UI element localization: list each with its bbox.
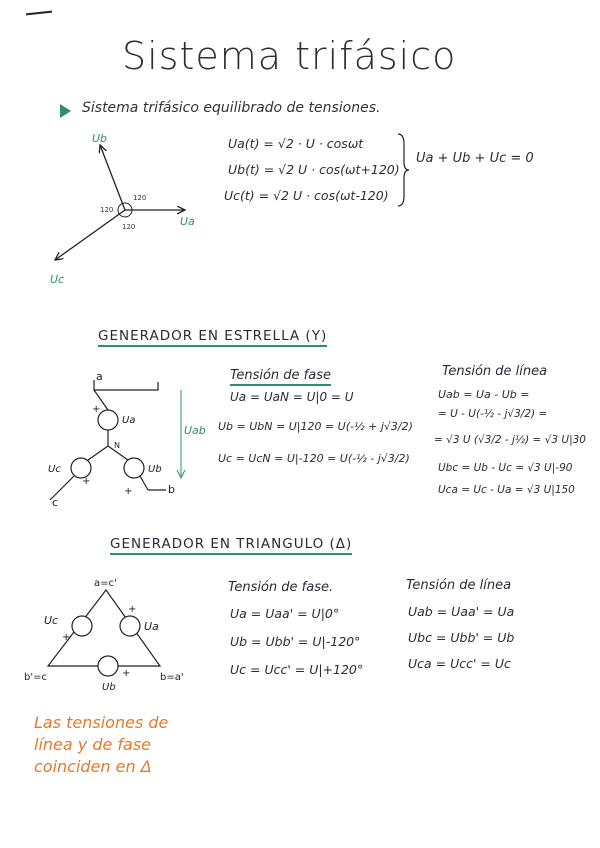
star-line-eq-5: Uca = Uc - Ua = √3 U|150 [438,484,575,496]
note-text: Las tensiones de línea y de fase coinciden en Δ [34,713,169,776]
star-line-eq-4: Ubc = Ub - Uc = √3 U|-90 [438,462,573,474]
svg-text:+: + [122,668,131,679]
bullet-triangle-icon [60,104,71,118]
angle-label-1: 120 [133,194,147,202]
label-ua: Ua [180,215,195,228]
triangle-phase-heading: Tensión de fase. [228,580,334,595]
tri-node-right: b=a' [160,672,184,683]
triangle-line-heading: Tensión de línea [406,578,512,593]
triangle-line-eq-3: Uca = Ucc' = Uc [408,656,511,671]
triangle-heading [110,536,352,552]
svg-text:+: + [124,486,133,497]
equation-uc: Uc(t) = √2 U · cos(ωt-120) [224,188,389,203]
tri-node-top: a=c' [94,578,117,589]
star-generator-diagram [36,368,206,518]
tri-node-left: b'=c [24,672,47,683]
star-phase-heading: Tensión de fase [230,368,331,383]
equation-ua: Ua(t) = √2 · U · cosωt [228,136,364,151]
label-ub: Ub [92,132,108,145]
svg-text:+: + [62,632,71,643]
triangle-line-eq-1: Uab = Uaa' = Ua [408,604,515,619]
star-line-eq-3: = √3 U (√3/2 - j½) = √3 U|30 [434,434,586,446]
star-phase-eq-3: Uc = UcN = U|-120 = U(-½ - j√3/2) [218,452,410,465]
star-label-uab: Uab [184,424,206,437]
star-line-eq-2: = U - U(-½ - j√3/2) = [438,408,548,420]
triangle-line-eq-2: Ubc = Ubb' = Ub [408,630,515,645]
star-label-ua: Ua [122,415,136,426]
node-n: N [114,441,120,450]
star-phase-eq-1: Ua = UaN = U|0 = U [230,390,354,404]
node-b: b [168,483,175,496]
triangle-heading-text: GENERADOR EN TRIANGULO (Δ) [110,536,352,555]
svg-text:+: + [82,476,91,487]
tri-label-ub: Ub [102,682,116,693]
equation-sum: Ua + Ub + Uc = 0 [416,151,534,166]
star-heading [98,328,327,344]
triangle-phase-eq-3: Uc = Ucc' = U|+120° [230,662,364,677]
star-label-ub: Ub [148,464,162,475]
star-phase-eq-2: Ub = UbN = U|120 = U(-½ + j√3/2) [218,420,413,433]
star-line-eq-1: Uab = Ua - Ub = [438,388,530,401]
star-line-heading: Tensión de línea [442,364,548,379]
subtitle: Sistema trifásico equilibrado de tensiones. [82,100,381,116]
triangle-generator-diagram [24,576,204,696]
tri-label-ua: Ua [144,620,159,633]
phasor-diagram [40,130,210,290]
svg-text:+: + [92,404,101,415]
tri-label-uc: Uc [44,614,59,627]
angle-label-2: 120 [100,206,114,214]
ub-phasor [100,145,125,210]
star-heading-text: GENERADOR EN ESTRELLA (Y) [98,328,327,347]
angle-label-3: 120 [122,223,136,231]
triangle-phase-eq-2: Ub = Ubb' = U|-120° [230,634,361,649]
triangle-phase-eq-1: Ua = Uaa' = U|0° [230,606,340,621]
node-a: a [96,370,103,383]
uc-phasor [55,210,125,260]
page-title: Sistema trifásico [122,34,457,78]
svg-text:+: + [128,604,137,615]
node-c: c [52,496,59,509]
star-label-uc: Uc [48,464,61,475]
label-uc: Uc [50,273,65,286]
pen-mark [26,11,52,16]
brace [396,132,410,208]
equation-ub: Ub(t) = √2 U · cos(ωt+120) [228,162,400,177]
